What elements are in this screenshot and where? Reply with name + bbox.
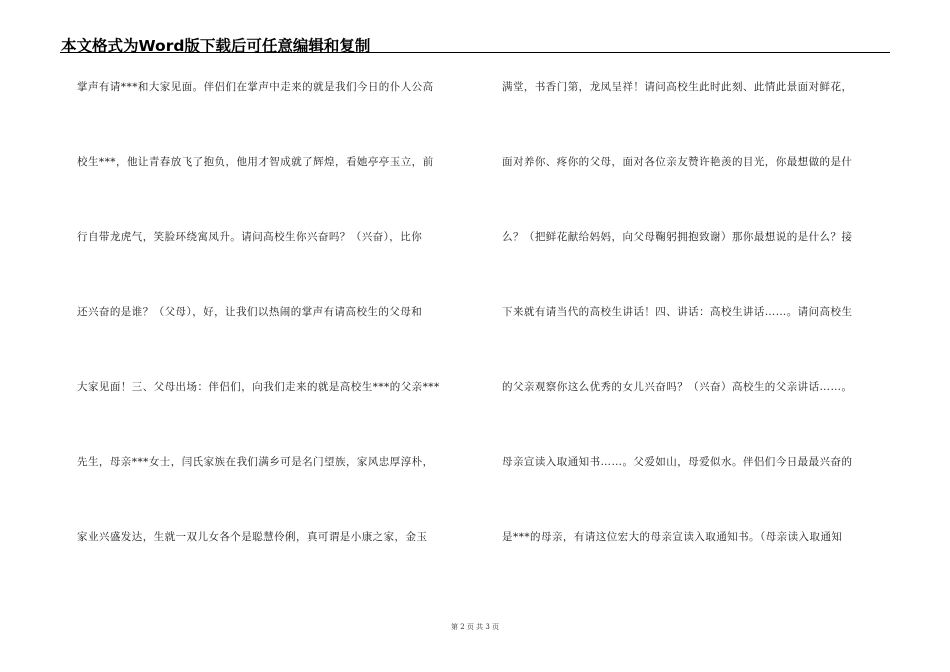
- text-line: 家业兴盛发达，生就一双儿女各个是聪慧伶俐，真可谓是小康之家，金玉: [77, 531, 428, 543]
- left-text-column: [77, 0, 467, 620]
- text-line: 面对养你、疼你的父母，面对各位亲友赞许艳羡的目光，你最想做的是什: [502, 156, 853, 168]
- text-line: 的父亲观察你这么优秀的女儿兴奋吗？（兴奋）高校生的父亲讲话……。: [502, 381, 853, 393]
- page-number: 第 2 页 共 3 页: [450, 623, 500, 631]
- text-line: 大家见面！三、父母出场：伴侣们，向我们走来的就是高校生***的父亲***: [77, 381, 440, 393]
- text-line: 母亲宣读入取通知书……。父爱如山，母爱似水。伴侣们今日最最兴奋的: [502, 456, 853, 468]
- right-text-column: [502, 0, 892, 620]
- text-line: 满堂，书香门第，龙凤呈祥！请问高校生此时此刻、此情此景面对鲜花，: [502, 81, 853, 93]
- text-line: 校生***，他让青春放飞了抱负，他用才智成就了辉煌，看她亭亭玉立，前: [77, 156, 434, 168]
- text-line: 行自带龙虎气，笑脸环绕寓凤升。请问高校生你兴奋吗？（兴奋），比你: [77, 231, 423, 243]
- text-line: 么？（把鲜花献给妈妈，向父母鞠躬拥抱致谢）那你最想说的是什么？接: [502, 231, 853, 243]
- document-header-title: 本文格式为Word版下载后可任意编辑和复制: [61, 37, 371, 55]
- text-line: 还兴奋的是谁？（父母），好，让我们以热闹的掌声有请高校生的父母和: [77, 306, 423, 318]
- text-line: 先生，母亲***女士，闫氏家族在我们满乡可是名门望族，家风忠厚淳朴，: [77, 456, 434, 468]
- text-line: 下来就有请当代的高校生讲话！四、讲话：高校生讲话……。请问高校生: [502, 306, 853, 318]
- text-line: 是***的母亲，有请这位宏大的母亲宣读入取通知书。（母亲读入取通知: [502, 531, 843, 543]
- text-line: 掌声有请***和大家见面。伴侣们在掌声中走来的就是我们今日的仆人公高: [77, 81, 434, 93]
